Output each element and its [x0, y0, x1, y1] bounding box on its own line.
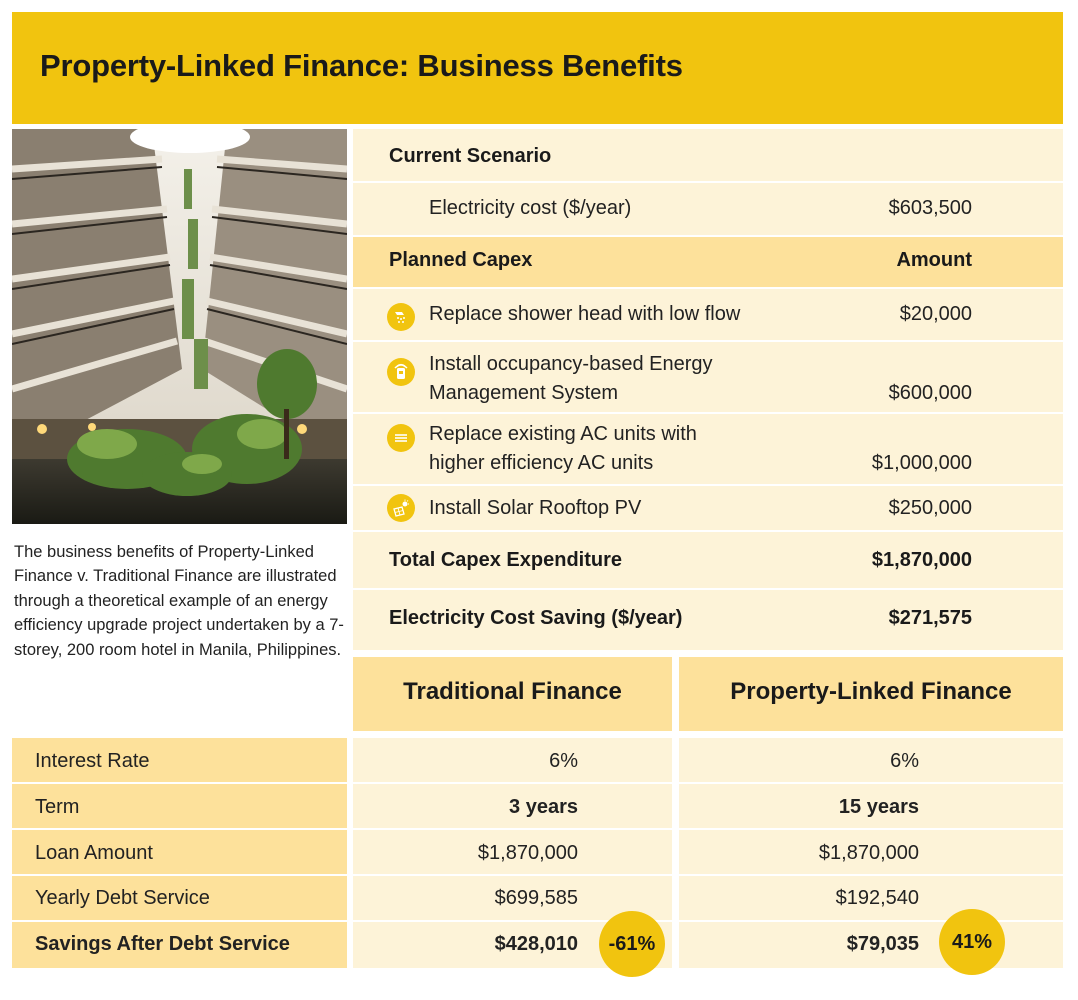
shower-icon	[387, 303, 415, 331]
row-label: Yearly Debt Service	[35, 887, 210, 909]
traditional-savings-badge: -61%	[599, 911, 665, 977]
capex-item-label-line2: higher efficiency AC units	[429, 452, 654, 474]
thermostat-icon	[387, 358, 415, 386]
capex-item-amount: $600,000	[888, 382, 972, 404]
solar-panel-icon	[387, 494, 415, 522]
row-label: Term	[35, 796, 80, 818]
current-scenario-heading: Current Scenario	[389, 145, 552, 167]
title-banner	[12, 12, 1063, 124]
capex-item-amount: $20,000	[899, 303, 972, 325]
plf-savings-badge: 41%	[939, 909, 1005, 975]
hotel-atrium-photo	[12, 129, 347, 524]
row-label: Savings After Debt Service	[35, 933, 290, 955]
traditional-value: 3 years	[509, 796, 578, 818]
capex-item-label: Replace shower head with low flow	[429, 303, 741, 325]
cost-saving-label: Electricity Cost Saving ($/year)	[389, 607, 683, 629]
capex-item-label-line2: Management System	[429, 382, 618, 404]
row-label: Interest Rate	[35, 750, 150, 772]
capex-item-amount: $250,000	[888, 497, 972, 519]
traditional-value: $1,870,000	[477, 842, 578, 864]
electricity-cost-value: $603,500	[888, 197, 972, 219]
capex-item-label-line1: Replace existing AC units with	[429, 423, 697, 445]
capex-item-label: Install Solar Rooftop PV	[429, 497, 642, 519]
ac-unit-icon	[387, 424, 415, 452]
planned-capex-heading: Planned Capex	[389, 249, 533, 271]
plf-value: 15 years	[838, 796, 919, 818]
traditional-value: $699,585	[494, 887, 578, 909]
plf-value: $1,870,000	[818, 842, 919, 864]
plf-value: 6%	[890, 750, 919, 772]
traditional-value: $428,010	[494, 933, 578, 955]
intro-paragraph: The business benefits of Property-Linked Finance v. Traditional Finance are illustrated through a theoretical example of an energy efficiency upgrade project undertaken by a 7-storey, 200 room hotel in Manila, Philippines.	[14, 543, 344, 659]
amount-heading: Amount	[896, 249, 972, 271]
plf-value: $79,035	[846, 933, 919, 955]
capex-item-label-line1: Install occupancy-based Energy	[429, 353, 713, 375]
plf-heading: Property-Linked Finance	[730, 678, 1012, 705]
plf-value: $192,540	[835, 887, 919, 909]
cost-saving-value: $271,575	[888, 607, 972, 629]
total-capex-label: Total Capex Expenditure	[389, 549, 623, 571]
row-label: Loan Amount	[35, 842, 153, 864]
page-title: Property-Linked Finance: Business Benefits	[40, 48, 683, 83]
electricity-cost-label: Electricity cost ($/year)	[429, 197, 632, 219]
traditional-finance-heading: Traditional Finance	[403, 678, 622, 705]
traditional-value: 6%	[549, 750, 578, 772]
capex-item-amount: $1,000,000	[871, 452, 972, 474]
total-capex-value: $1,870,000	[871, 549, 972, 571]
